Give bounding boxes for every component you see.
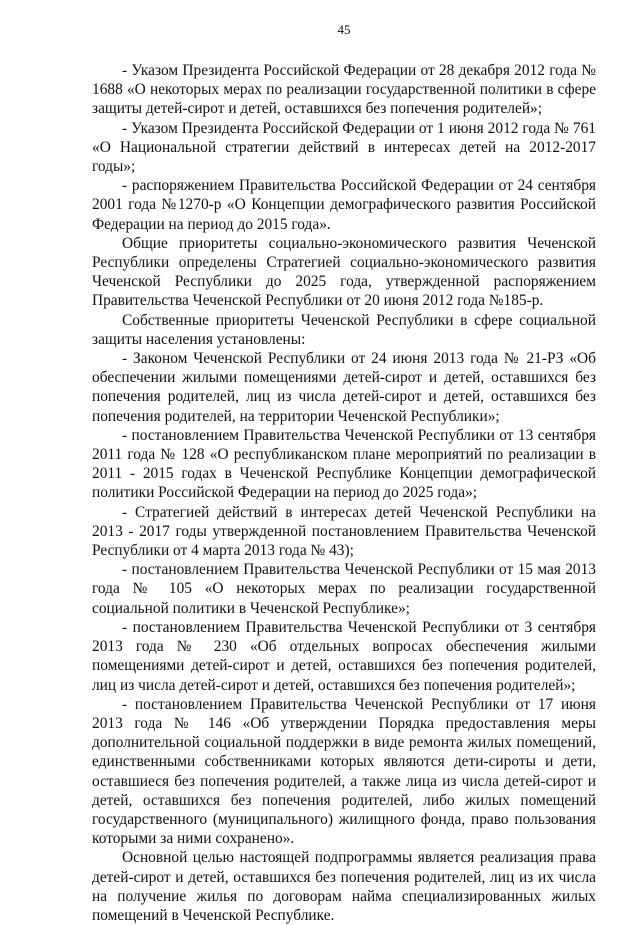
document-page [92,22,596,925]
paragraph-resolution-128: - постановлением Правительства Чеченской Республики от 13 сентября 2011 года № 128 «О республиканском плане мероприятий по реализации в 2011 - 2015 годах в Чеченской Республике Концепции демографической политики Российской Федерации на период до 2025 года»; [92,426,596,502]
paragraph-own-priorities: Собственные приоритеты Чеченской Республики в сфере социальной защиты населения установлены: [92,311,596,348]
paragraph-resolution-146: - постановлением Правительства Чеченской Республики от 17 июня 2013 года № 146 «Об утверждении Порядка предоставления меры дополнительной социальной поддержки в виде ремонта жилых помещений, единственными собственниками которых являются дети-сироты и дети, оставшиеся без попечения родителей, а также лица из числа детей-сирот и детей, оставшихся без попечения родителей, либо жилых помещений государственного (муниципального) жилищного фонда, право пользования которыми за ними сохранено». [92,695,596,848]
paragraph-decree-761: - Указом Президента Российской Федерации от 1 июня 2012 года № 761 «О Национальной стратегии действий в интересах детей на 2012-2017 годы»; [92,119,596,176]
paragraph-general-priorities: Общие приоритеты социально-экономического развития Чеченской Республики определены Стратегией социально-экономического развития Чеченской Республики до 2025 года, утвержденной распоряжением Правительства Чеченской Республики от 20 июня 2012 года №185-р. [92,234,596,310]
paragraph-order-1270: - распоряжением Правительства Российской Федерации от 24 сентября 2001 года №1270-р «О Концепции демографического развития Российской Федерации на период до 2015 года». [92,177,596,233]
page-number: 45 [337,22,351,37]
paragraph-decree-1688: - Указом Президента Российской Федерации от 28 декабря 2012 года № 1688 «О некоторых мерах по реализации государственной политики в сфере защиты детей-сирот и детей, оставшихся без попечения родителей»; [92,62,596,118]
paragraph-main-goal: Основной целью настоящей подпрограммы является реализация права детей-сирот и детей, оставшихся без попечения родителей, лиц из их числа на получение жилья по договорам найма специализированных жилых помещений в Чеченской Республике. [92,849,596,924]
paragraph-resolution-105: - постановлением Правительства Чеченской Республики от 15 мая 2013 года № 105 «О некоторых мерах по реализации государственной социальной политики в Чеченской Республике»; [92,561,596,617]
paragraph-resolution-230: - постановлением Правительства Чеченской Республики от 3 сентября 2013 года № 230 «Об отдельных вопросах обеспечения жилыми помещениями детей-сирот и детей, оставшихся без попечения родителей, лиц из числа детей-сирот и детей, оставшихся без попечения родителей»; [92,618,596,694]
paragraph-law-21: - Законом Чеченской Республики от 24 июня 2013 года № 21-РЗ «Об обеспечении жилыми помещениями детей-сирот и детей, оставшихся без попечения родителей, лиц из числа детей-сирот и детей, оставшихся без попечения родителей, на территории Чеченской Республики»; [92,350,596,425]
paragraph-strategy-43: - Стратегией действий в интересах детей Чеченской Республики на 2013 - 2017 годы утвержденной постановлением Правительства Чеченской Республики от 4 марта 2013 года № 43); [92,503,596,560]
